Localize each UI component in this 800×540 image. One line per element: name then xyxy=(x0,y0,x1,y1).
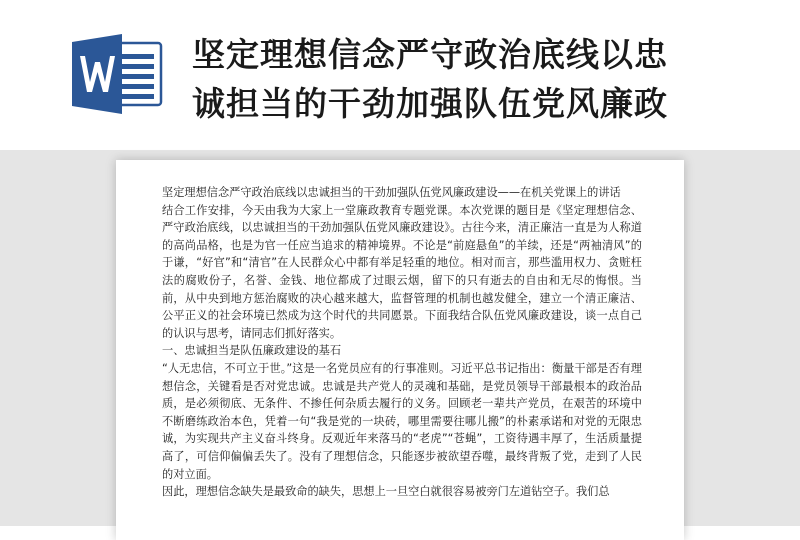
document-page xyxy=(116,160,684,540)
document-header xyxy=(0,0,800,150)
document-title xyxy=(192,30,782,128)
word-document-icon xyxy=(70,34,164,114)
title-line-1: 坚定理想信念严守政治底线以忠 xyxy=(192,35,668,74)
document-body xyxy=(162,184,642,501)
document-paragraph: “人无忠信，不可立于世。”这是一名党员应有的行事准则。习近平总书记指出：衡量干部是否有理想信念，关键看是否对党忠诚。忠诚是共产党人的灵魂和基础，是党员领导干部最根本的政治品质，是必须彻底、无条件、不掺任何杂质去履行的义务。回顾老一辈共产党员，在艰苦的环境中不断磨练政治本色，凭着一句“我是党的一块砖，哪里需要往哪儿搬”的朴素承诺和对党的无限忠诚，为实现共产主义奋斗终身。反观近年来落马的“老虎”“苍蝇”，工资待遇丰厚了，生活质量提高了，可信仰偏偏丢失了。没有了理想信念，只能逐步被欲望吞噬，最终背叛了党，走到了人民的对立面。 xyxy=(162,361,642,481)
document-paragraph: 因此，理想信念缺失是最致命的缺失，思想上一旦空白就很容易被旁门左道钻空子。我们总 xyxy=(162,485,610,499)
title-line-2: 诚担当的干劲加强队伍党风廉政 xyxy=(192,84,668,123)
section-heading: 一、忠诚担当是队伍廉政建设的基石 xyxy=(162,344,342,358)
document-paragraph: 结合工作安排，今天由我为大家上一堂廉政教育专题党课。本次党课的题目是《坚定理想信念、严守政治底线，以忠诚担当的干劲加强队伍党风廉政建设》。古往今来，清正廉洁一直是为人称道的高尚品格，也是为官一任应当追求的精神境界。不论是“前庭悬鱼”的羊续，还是“两袖清风”的于谦，“好官”和“清官”在人民群众心中都有举足轻重的地位。相对而言，那些滥用权力、贪赃枉法的腐败份子，名誉、金钱、地位都成了过眼云烟，留下的只有逝去的自由和无尽的悔恨。当前，从中央到地方惩治腐败的决心越来越大，监督管理的机制也越发健全，建立一个清正廉洁、公平正义的社会环境已然成为这个时代的共同愿景。下面我结合队伍党风廉政建设，谈一点自己的认识与思考，请同志们抓好落实。 xyxy=(162,203,642,340)
document-heading: 坚定理想信念严守政治底线以忠诚担当的干劲加强队伍党风廉政建设——在机关党课上的讲话 xyxy=(162,186,621,199)
